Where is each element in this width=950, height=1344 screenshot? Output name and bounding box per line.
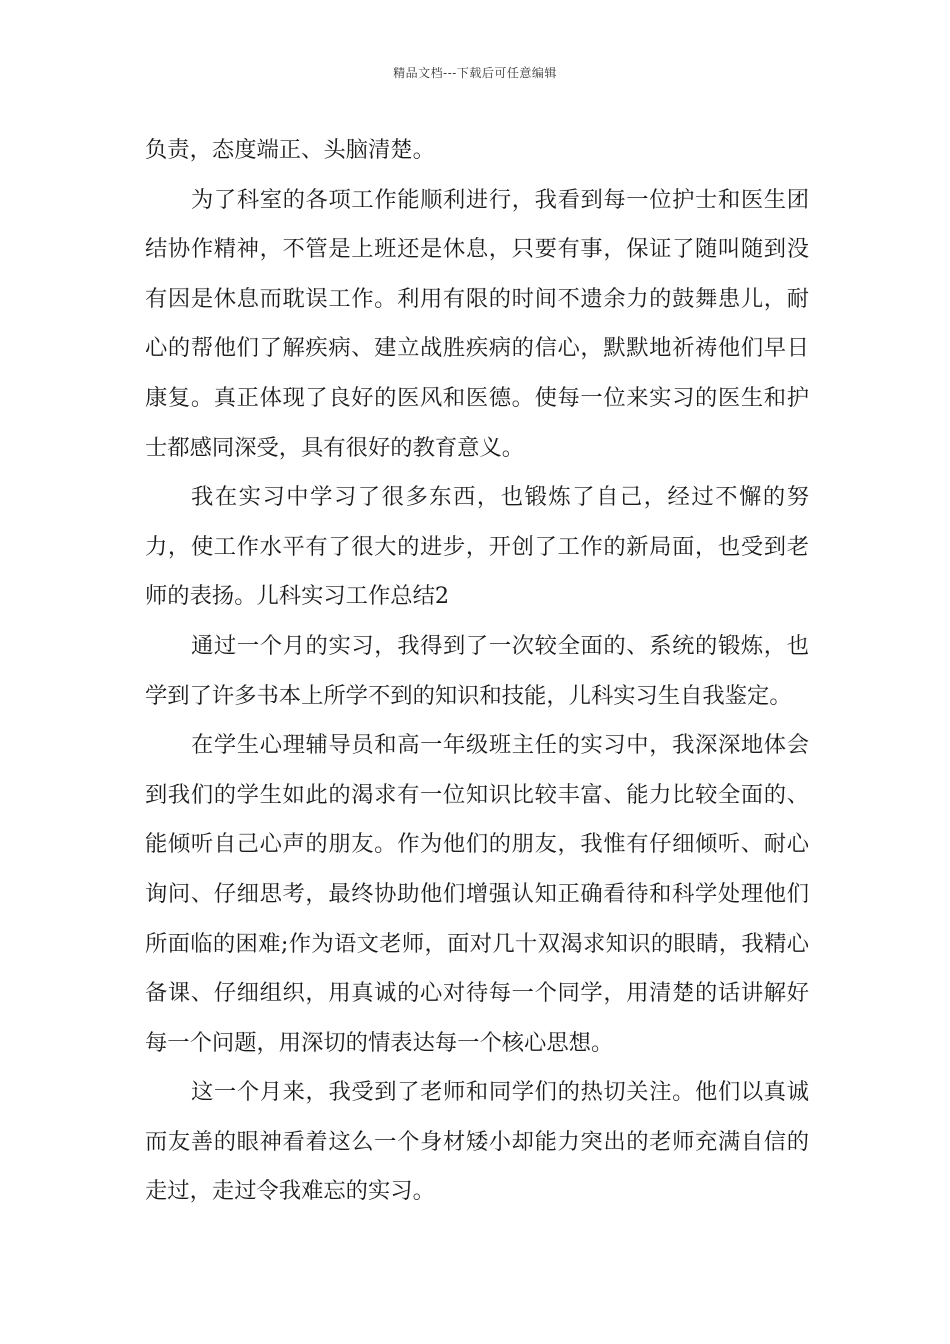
page-header: 精品文档---下载后可任意编辑 — [393, 66, 557, 80]
paragraph: 负责，态度端正、头脑清楚。 — [145, 137, 435, 163]
paragraph: 通过一个月的实习，我得到了一次较全面的、系统的锻炼，也学到了许多书本上所学不到的知识和技能，儿科实习生自我鉴定。 — [145, 632, 809, 709]
paragraph: 我在实习中学习了很多东西，也锻炼了自己，经过不懈的努力，使工作水平有了很大的进步，开创了工作的新局面，也受到老师的表扬。儿科实习工作总结2 — [145, 484, 809, 610]
document-body — [145, 126, 809, 1217]
paragraph: 这一个月来，我受到了老师和同学们的热切关注。他们以真诚而友善的眼神看着这么一个身材矮小却能力突出的老师充满自信的走过，走过令我难忘的实习。 — [145, 1079, 809, 1205]
paragraph: 在学生心理辅导员和高一年级班主任的实习中，我深深地体会到我们的学生如此的渴求有一位知识比较丰富、能力比较全面的、能倾听自己心声的朋友。作为他们的朋友，我惟有仔细倾听、耐心询问、仔细思考，最终协助他们增强认知正确看待和科学处理他们所面临的困难;作为语文老师，面对几十双渴求知识的眼睛，我精心备课、仔细组织，用真诚的心对待每一个同学，用清楚的话讲解好每一个问题，用深切的情表达每一个核心思想。 — [145, 732, 809, 1056]
paragraph: 为了科室的各项工作能顺利进行，我看到每一位护士和医生团结协作精神，不管是上班还是休息，只要有事，保证了随叫随到没有因是休息而耽误工作。利用有限的时间不遗余力的鼓舞患儿，耐心的帮他们了解疾病、建立战胜疾病的信心，默默地祈祷他们早日康复。真正体现了良好的医风和医德。使每一位来实习的医生和护士都感同深受，具有很好的教育意义。 — [145, 186, 809, 461]
